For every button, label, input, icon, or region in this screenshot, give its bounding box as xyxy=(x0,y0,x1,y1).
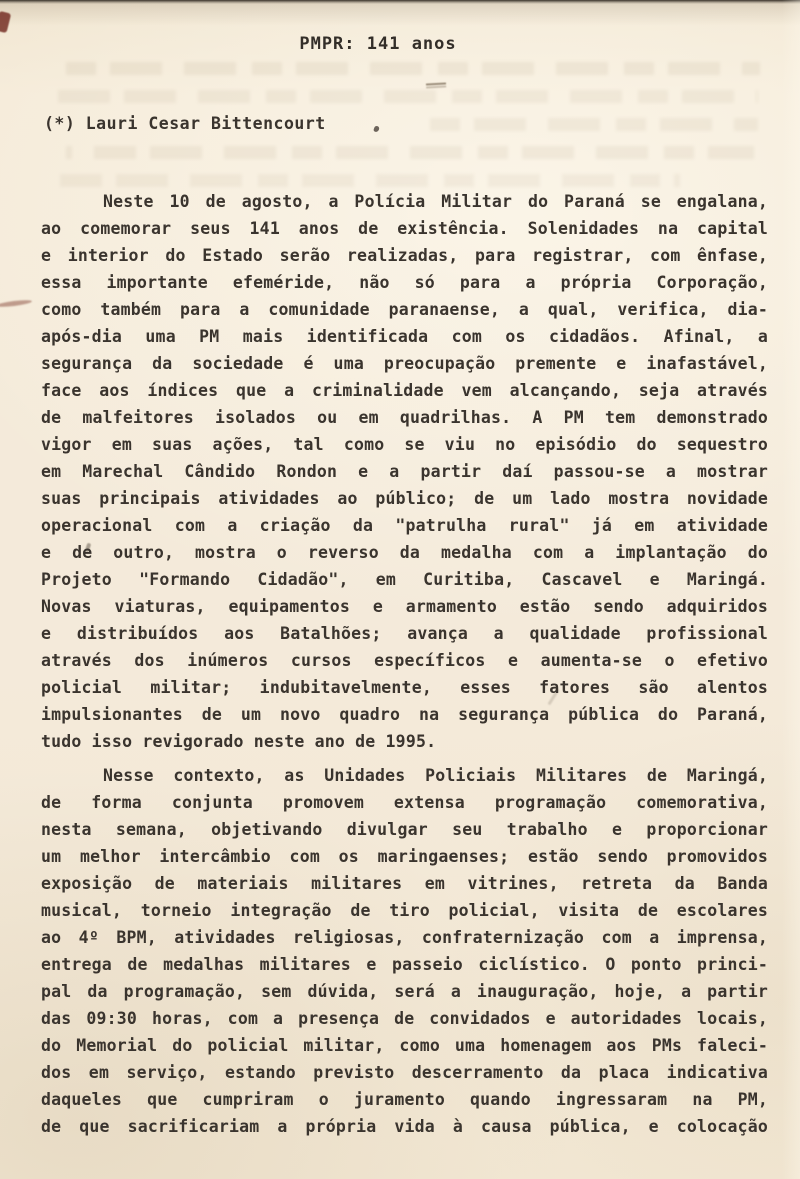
text-line: Projeto "Formando Cidadão", em Curitiba, Cascavel e Maringá. xyxy=(41,570,768,589)
text-line: operacional com a criação da "patrulha rural" já em atividade xyxy=(41,516,768,535)
author-byline: (*) Lauri Cesar Bittencourt xyxy=(44,114,326,133)
text-line: ao 4º BPM, atividades religiosas, confraternização com a imprensa, xyxy=(41,928,768,947)
text-line: essa importante efeméride, não só para a própria Corporação, xyxy=(41,273,768,292)
left-crease-mark xyxy=(0,299,32,308)
scan-top-edge xyxy=(0,0,800,4)
paragraph xyxy=(41,188,768,755)
text-line: de que sacrificariam a própria vida à causa pública, e colocação xyxy=(41,1117,768,1136)
bleedthrough-text-row xyxy=(66,62,760,75)
text-line: face aos índices que a criminalidade vem alcançando, seja através xyxy=(41,381,768,400)
text-line: exposição de materiais militares em vitrines, retreta da Banda xyxy=(41,874,768,893)
text-line: de malfeitores isolados ou em quadrilhas. A PM tem demonstrado xyxy=(41,408,768,427)
text-line: tudo isso revigorado neste ano de 1995. xyxy=(41,732,437,751)
stray-ink-dot xyxy=(373,125,380,132)
text-line: daqueles que cumpriram o juramento quando ingressaram na PM, xyxy=(41,1090,768,1109)
text-line: impulsionantes de um novo quadro na segurança pública do Paraná, xyxy=(41,705,768,724)
text-line: e interior do Estado serão realizadas, para registrar, com ênfase, xyxy=(41,246,768,265)
bleedthrough-text-row xyxy=(60,174,680,187)
text-line: ao comemorar seus 141 anos de existência. Solenidades na capital xyxy=(41,219,768,238)
text-line: do Memorial do policial militar, como uma homenagem aos PMs faleci- xyxy=(41,1036,768,1055)
text-line: musical, torneio integração de tiro policial, visita de escolares xyxy=(41,901,768,920)
text-line: Novas viaturas, equipamentos e armamento estão sendo adquiridos xyxy=(41,597,768,616)
text-line: em Marechal Cândido Rondon e a partir daí passou-se a mostrar xyxy=(41,462,768,481)
text-line: suas principais atividades ao público; de um lado mostra novidade xyxy=(41,489,768,508)
bleedthrough-text-row xyxy=(430,118,758,131)
text-line: e de outro, mostra o reverso da medalha com a implantação do xyxy=(41,543,768,562)
text-line: e distribuídos aos Batalhões; avança a qualidade profissional xyxy=(41,624,768,643)
text-line: através dos inúmeros cursos específicos e aumenta-se o efetivo xyxy=(41,651,768,670)
paragraph xyxy=(41,762,768,1140)
text-line: vigor em suas ações, tal como se viu no episódio do sequestro xyxy=(41,435,768,454)
text-line: de forma conjunta promovem extensa programação comemorativa, xyxy=(41,793,768,812)
text-line: segurança da sociedade é uma preocupação premente e inafastável, xyxy=(41,354,768,373)
paper-edge-highlight xyxy=(782,0,800,1179)
text-line: como também para a comunidade paranaense, a qual, verifica, dia- xyxy=(41,300,768,319)
text-line: Neste 10 de agosto, a Polícia Militar do Paraná se engalana, xyxy=(103,192,768,211)
document-title: PMPR: 141 anos xyxy=(299,34,457,54)
text-line: policial militar; indubitavelmente, esses fatores são alentos xyxy=(41,678,768,697)
text-line: um melhor intercâmbio com os maringaenses; estão sendo promovidos xyxy=(41,847,768,866)
bleedthrough-text-row xyxy=(66,146,754,159)
text-line: após-dia uma PM mais identificada com os cidadãos. Afinal, a xyxy=(41,327,768,346)
bleedthrough-text-row xyxy=(58,90,758,103)
text-line: das 09:30 horas, com a presença de convidados e autoridades locais, xyxy=(41,1009,768,1028)
text-line: nesta semana, objetivando divulgar seu trabalho e proporcionar xyxy=(41,820,768,839)
pencil-dash-mark xyxy=(426,82,446,85)
text-line: Nesse contexto, as Unidades Policiais Militares de Maringá, xyxy=(103,766,768,785)
document-body xyxy=(41,188,768,1140)
text-line: entrega de medalhas militares e passeio ciclístico. O ponto princi- xyxy=(41,955,768,974)
text-line: dos em serviço, estando previsto descerramento da placa indicativa xyxy=(41,1063,768,1082)
text-line: pal da programação, sem dúvida, será a inauguração, hoje, a partir xyxy=(41,982,768,1001)
